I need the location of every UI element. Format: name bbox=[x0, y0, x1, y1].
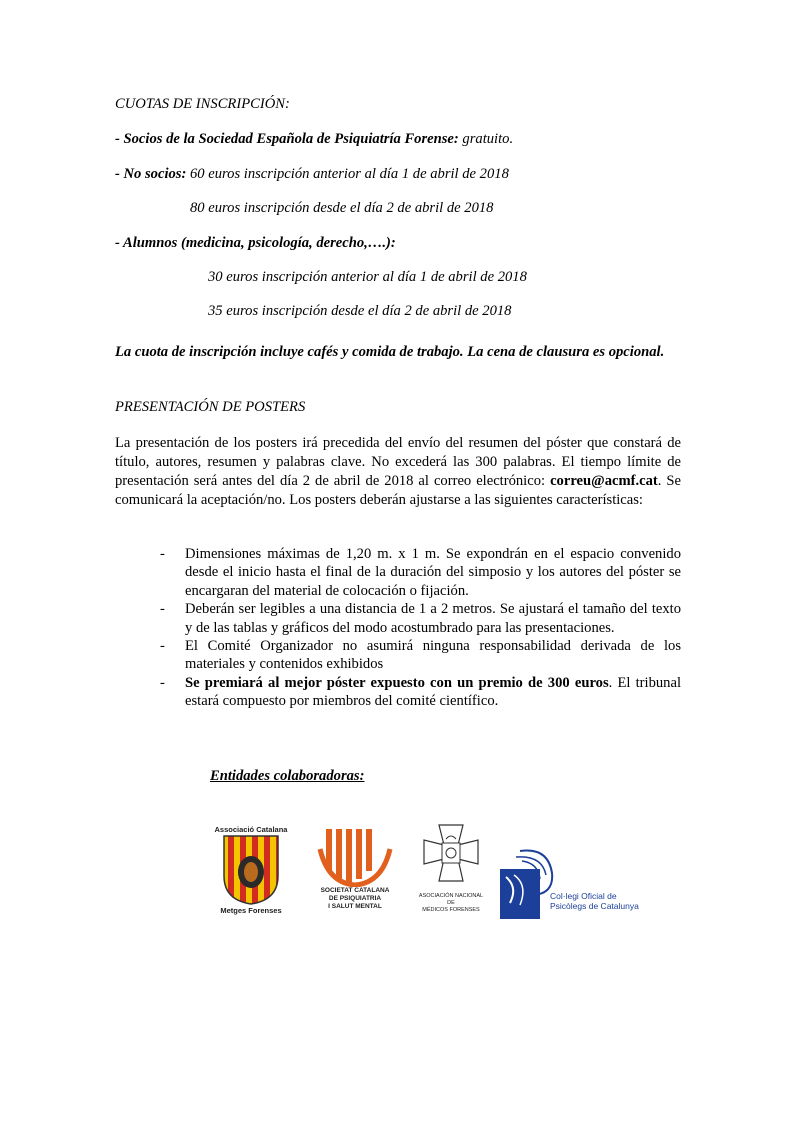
bullet-text: Dimensiones máximas de 1,20 m. x 1 m. Se expondrán en el espacio convenido desde el inicio hasta el final de la duración del simposio y los autores del póster se encargaran del material de colocación o fijación. bbox=[185, 546, 681, 599]
anmf-line-2: DE bbox=[447, 900, 455, 906]
anmf-line-3: MÉDICOS FORENSES bbox=[422, 907, 480, 913]
fees-heading: CUOTAS DE INSCRIPCIÓN: bbox=[115, 96, 290, 112]
scpsm-logo-text bbox=[310, 887, 400, 911]
bullet-text-bold: Se premiará al mejor póster expuesto con un premio de 300 euros bbox=[185, 674, 609, 691]
fee-nosocios-value-1: 60 euros inscripción anterior al día 1 de abril de 2018 bbox=[186, 166, 509, 182]
bullet-text: . El tribunal estará compuesto por miembros del comité científico. bbox=[185, 674, 681, 710]
fee-alumnos-value-2: 35 euros inscripción desde el día 2 de abril de 2018 bbox=[208, 303, 512, 319]
fee-socios-label: - Socios de la Sociedad Española de Psiquiatría Forense: bbox=[115, 131, 459, 147]
copc-logo-text bbox=[550, 891, 639, 911]
list-item bbox=[160, 674, 681, 711]
poster-requirements-list bbox=[160, 545, 681, 711]
scpsm-mark-icon bbox=[310, 829, 400, 887]
acmf-logo bbox=[206, 825, 296, 930]
scpsm-line-2: DE PSIQUIATRIA bbox=[328, 895, 382, 902]
contact-email: correu@acmf.cat bbox=[550, 473, 658, 489]
fee-socios bbox=[115, 130, 513, 148]
scpsm-line-1: SOCIETAT CATALANA bbox=[320, 887, 390, 894]
list-item bbox=[160, 600, 681, 637]
scpsm-line-3: I SALUT MENTAL bbox=[328, 903, 382, 910]
sponsors-heading: Entidades colaboradoras: bbox=[210, 768, 365, 784]
anmf-logo-text bbox=[406, 893, 496, 914]
anmf-line-1: ASOCIACIÓN NACIONAL bbox=[418, 893, 484, 899]
shield-icon bbox=[206, 834, 296, 906]
fee-nosocios-value-2: 80 euros inscripción desde el día 2 de abril de 2018 bbox=[190, 200, 494, 216]
posters-intro-part1: La presentación de los posters irá precedida del envío del resumen del póster que constará de título, autores, resumen y palabras clave. No excederá las 300 palabras. El tiempo límite de presentación será antes del día 2 de abril de 2018 al correo electrónico: bbox=[115, 435, 681, 489]
posters-intro bbox=[115, 434, 681, 510]
acmf-logo-bottom-text: Metges Forenses bbox=[220, 906, 282, 915]
posters-intro-part2: . Se comunicará la aceptación/no. Los posters deberán ajustarse a las siguientes características: bbox=[115, 473, 682, 508]
bullet-dash: - bbox=[160, 601, 165, 618]
list-item bbox=[160, 637, 681, 674]
fee-alumnos-label: - Alumnos (medicina, psicología, derecho,….): bbox=[115, 235, 396, 251]
fee-nosocios bbox=[115, 165, 509, 183]
copc-line-2: Psicòlegs de Catalunya bbox=[550, 901, 639, 911]
bullet-text: El Comité Organizador no asumirá ninguna responsabilidad derivada de los materiales y contenidos exhibidos bbox=[185, 638, 681, 673]
acmf-logo-top-text: Associació Catalana bbox=[214, 825, 288, 834]
posters-heading: PRESENTACIÓN DE POSTERS bbox=[115, 399, 306, 415]
copc-logo bbox=[500, 847, 640, 922]
fee-alumnos-value-1: 30 euros inscripción anterior al día 1 de abril de 2018 bbox=[208, 269, 527, 285]
fees-note: La cuota de inscripción incluye cafés y comida de trabajo. La cena de clausura es opcional. bbox=[115, 344, 665, 360]
bullet-text: Deberán ser legibles a una distancia de 1 a 2 metros. Se ajustará el tamaño del texto y de las tablas y gráficos del modo acostumbrado para las presentaciones. bbox=[185, 601, 681, 636]
scpsm-logo bbox=[310, 829, 400, 929]
anmf-logo bbox=[406, 823, 496, 928]
cross-emblem-icon bbox=[406, 823, 496, 893]
bullet-dash: - bbox=[160, 638, 165, 655]
fee-socios-value: gratuito. bbox=[458, 131, 514, 147]
sponsor-logos bbox=[200, 815, 640, 925]
fee-nosocios-label: - No socios: bbox=[115, 166, 187, 182]
list-item bbox=[160, 545, 681, 600]
bullet-dash: - bbox=[160, 674, 165, 691]
bullet-dash: - bbox=[160, 546, 165, 562]
copc-line-1: Col·legi Oficial de bbox=[550, 891, 617, 901]
